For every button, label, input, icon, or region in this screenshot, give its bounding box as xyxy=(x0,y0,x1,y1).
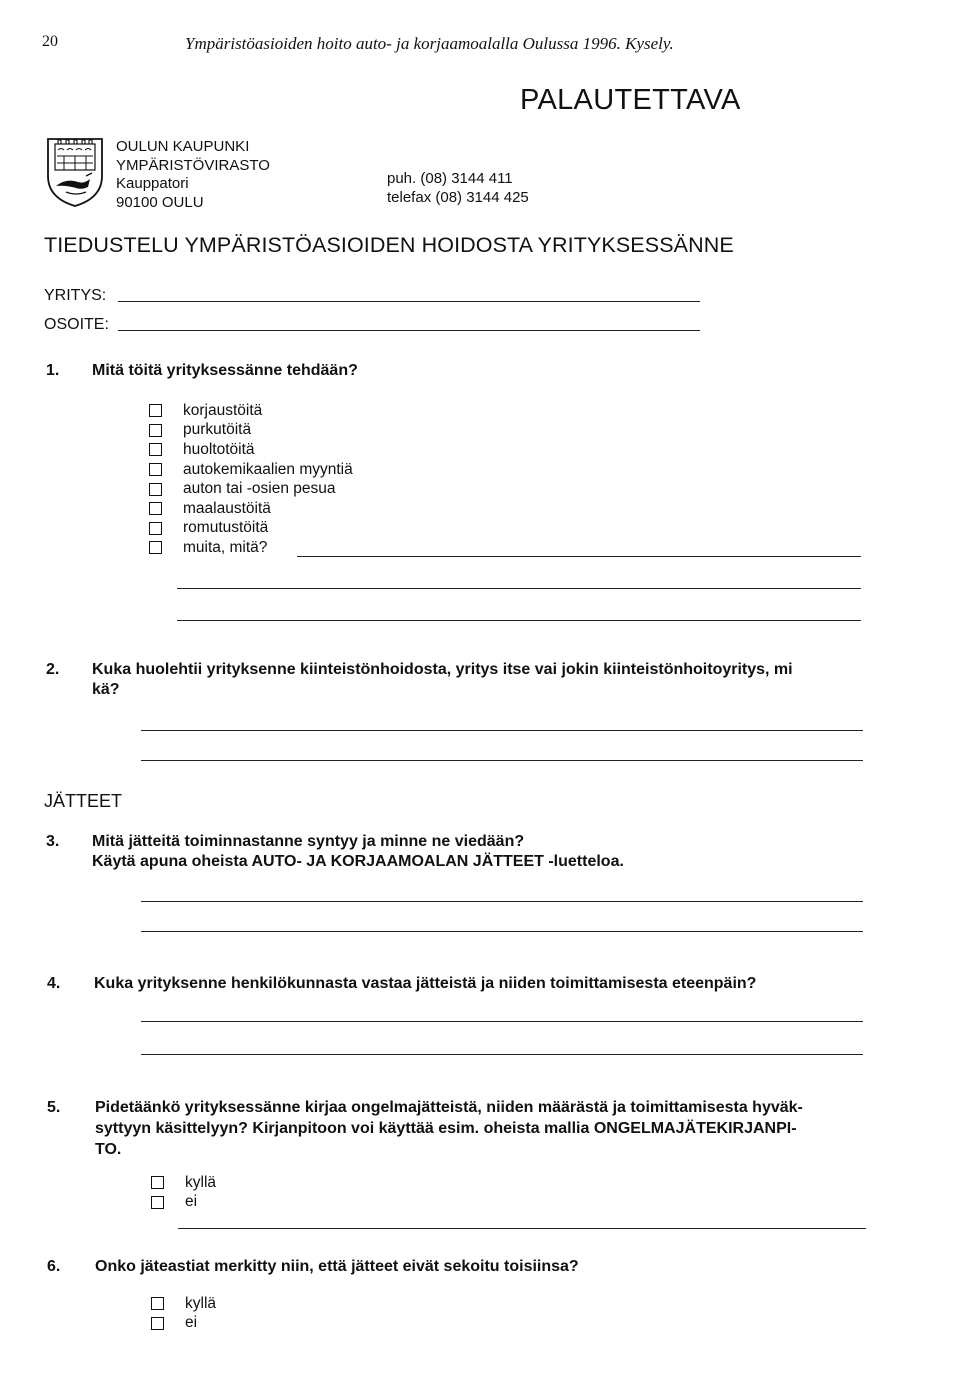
checkbox[interactable] xyxy=(151,1317,164,1330)
sender-block xyxy=(116,138,270,212)
option-car-washing[interactable]: auton tai -osien pesua xyxy=(149,479,353,499)
question-number: 3. xyxy=(46,833,60,850)
company-field[interactable] xyxy=(118,301,700,302)
checkbox[interactable] xyxy=(151,1297,164,1310)
option-scrapping[interactable]: romutustöitä xyxy=(149,519,353,539)
option-no[interactable]: ei xyxy=(151,1314,216,1334)
question-text-cont: TO. xyxy=(95,1141,122,1158)
question-text: Kuka huolehtii yrityksenne kiinteistönhoidosta, yritys itse vai jokin kiinteistönhoitoyritys, mi xyxy=(92,661,793,678)
address-field[interactable] xyxy=(118,330,700,331)
option-yes[interactable]: kyllä xyxy=(151,1173,216,1193)
q5-options xyxy=(151,1173,216,1212)
question-number: 6. xyxy=(47,1258,61,1275)
checkbox[interactable] xyxy=(149,483,162,496)
address-label: OSOITE: xyxy=(44,316,109,333)
fax-number: telefax (08) 3144 425 xyxy=(387,188,529,206)
question-text: Mitä töitä yrityksessänne tehdään? xyxy=(92,362,358,379)
question-number: 2. xyxy=(46,661,60,678)
question-5 xyxy=(47,1097,867,1160)
q2-answer-line[interactable] xyxy=(141,760,863,761)
phone-number: puh. (08) 3144 411 xyxy=(387,170,513,187)
checkbox[interactable] xyxy=(149,522,162,535)
sender-org: OULUN KAUPUNKI xyxy=(116,138,250,155)
checkbox[interactable] xyxy=(151,1176,164,1189)
return-stamp: PALAUTETTAVA xyxy=(520,84,741,116)
checkbox[interactable] xyxy=(149,463,162,476)
checkbox[interactable] xyxy=(149,443,162,456)
checkbox[interactable] xyxy=(149,541,162,554)
question-text: Pidetäänkö yrityksessänne kirjaa ongelmajätteistä, niiden määrästä ja toimittamisesta hyväk- xyxy=(95,1099,803,1116)
running-title: Ympäristöasioiden hoito auto- ja korjaamoalalla Oulussa 1996. Kysely. xyxy=(185,34,674,53)
checkbox[interactable] xyxy=(149,502,162,515)
q5-answer-line[interactable] xyxy=(178,1228,866,1229)
option-no[interactable]: ei xyxy=(151,1193,216,1213)
q6-options xyxy=(151,1294,216,1333)
option-painting[interactable]: maalaustöitä xyxy=(149,499,353,519)
contact-block xyxy=(387,170,529,207)
question-text: Kuka yrityksenne henkilökunnasta vastaa jätteistä ja niiden toimittamisesta eteenpäin? xyxy=(94,975,757,992)
q2-answer-line[interactable] xyxy=(141,730,863,731)
page-number: 20 xyxy=(42,33,58,50)
q1-options xyxy=(149,401,353,558)
question-text-cont: kä? xyxy=(92,681,120,698)
question-text: Mitä jätteitä toiminnastanne syntyy ja minne ne viedään? xyxy=(92,833,525,850)
q1-answer-line[interactable] xyxy=(177,620,861,621)
question-6 xyxy=(47,1258,867,1276)
form-title: TIEDUSTELU YMPÄRISTÖASIOIDEN HOIDOSTA YRITYKSESSÄNNE xyxy=(44,233,734,257)
question-text-cont: syttyyn käsittelyyn? Kirjanpitoon voi käyttää esim. oheista mallia ONGELMAJÄTEKIRJANPI- xyxy=(95,1120,797,1137)
option-yes[interactable]: kyllä xyxy=(151,1294,216,1314)
question-4 xyxy=(47,975,867,993)
question-number: 1. xyxy=(46,362,60,379)
option-chemical-sales[interactable]: autokemikaalien myyntiä xyxy=(149,460,353,480)
q3-answer-line[interactable] xyxy=(141,901,863,902)
checkbox[interactable] xyxy=(151,1196,164,1209)
checkbox[interactable] xyxy=(149,404,162,417)
question-2 xyxy=(46,661,866,699)
q1-other-field[interactable] xyxy=(297,556,861,557)
question-1 xyxy=(46,362,866,380)
section-heading-waste: JÄTTEET xyxy=(44,791,123,811)
company-label: YRITYS: xyxy=(44,287,107,304)
question-number: 5. xyxy=(47,1099,61,1116)
checkbox[interactable] xyxy=(149,424,162,437)
sender-street: Kauppatori xyxy=(116,175,189,192)
sender-postcode: 90100 OULU xyxy=(116,193,204,211)
option-repair-work[interactable]: korjaustöitä xyxy=(149,401,353,421)
question-text: Onko jäteastiat merkitty niin, että jätteet eivät sekoitu toisiinsa? xyxy=(95,1258,579,1275)
sender-dept: YMPÄRISTÖVIRASTO xyxy=(116,156,270,174)
question-number: 4. xyxy=(47,975,61,992)
question-text-cont: Käytä apuna oheista AUTO- JA KORJAAMOALAN JÄTTEET -luetteloa. xyxy=(92,853,624,870)
question-3 xyxy=(46,833,866,871)
city-coat-of-arms-icon xyxy=(46,136,104,208)
q3-answer-line[interactable] xyxy=(141,931,863,932)
q4-answer-line[interactable] xyxy=(141,1021,863,1022)
option-dismantling[interactable]: purkutöitä xyxy=(149,421,353,441)
q4-answer-line[interactable] xyxy=(141,1054,863,1055)
option-maintenance[interactable]: huoltotöitä xyxy=(149,440,353,460)
q1-answer-line[interactable] xyxy=(177,588,861,589)
option-other[interactable]: muita, mitä? xyxy=(149,538,353,558)
